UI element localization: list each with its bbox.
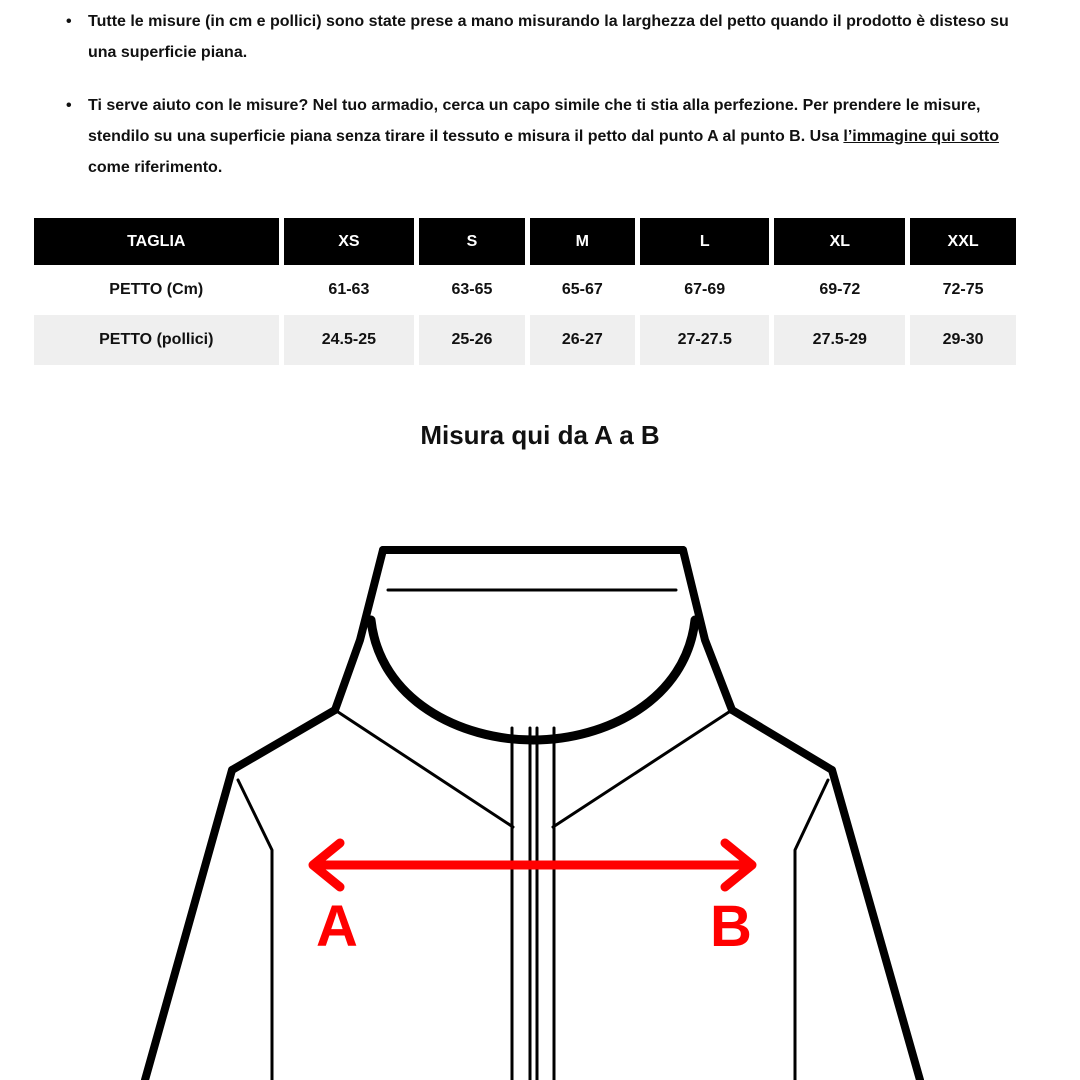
- header-cell-xxl: XXL: [910, 218, 1016, 265]
- table-cell: 63-65: [451, 281, 493, 298]
- header-cell-l: L: [640, 218, 769, 265]
- measurement-arrow: [313, 843, 752, 887]
- table-row: [34, 315, 1016, 365]
- header-cell-s: S: [419, 218, 524, 265]
- measurement-notes: [60, 0, 1040, 177]
- note-measurement-help: • Ti serve aiuto con le misure? Nel tuo armadio, cerca un capo simile che ti stia alla perfezione. Per prendere le misure, stendilo su una superficie piana senza tirare il tessuto e misura il petto dal punto A al punto B. Usa l’immagine qui sotto come riferimento.: [60, 90, 1040, 183]
- table-row: [34, 265, 1016, 315]
- jacket-measurement-diagram: [0, 470, 1080, 1080]
- jacket-outline: [145, 550, 920, 1080]
- table-cell: 27.5-29: [774, 315, 905, 365]
- table-cell: 61-63: [328, 281, 370, 298]
- table-cell: 69-72: [819, 281, 861, 298]
- header-cell-size: TAGLIA: [34, 218, 279, 265]
- reference-image-link[interactable]: l’immagine qui sotto: [843, 128, 999, 145]
- row-label-chest-inches: PETTO (pollici): [34, 315, 279, 365]
- table-cell: 27-27.5: [640, 315, 769, 365]
- row-label-chest-cm: PETTO (Cm): [109, 281, 204, 298]
- table-cell: 67-69: [684, 281, 726, 298]
- note-measurement-method: • Tutte le misure (in cm e pollici) sono state prese a mano misurando la larghezza del petto quando il prodotto è disteso su una superficie piana.: [60, 6, 1040, 68]
- table-cell: 29-30: [910, 315, 1016, 365]
- table-cell: 24.5-25: [284, 315, 415, 365]
- diagram-title: Misura qui da A a B: [420, 420, 660, 450]
- size-chart-table: [29, 218, 1021, 365]
- point-a-label: A: [316, 894, 358, 959]
- table-header-row: [34, 218, 1016, 265]
- header-cell-m: M: [530, 218, 635, 265]
- table-cell: 72-75: [942, 281, 984, 298]
- table-cell: 26-27: [530, 315, 635, 365]
- point-b-label: B: [710, 894, 752, 959]
- table-cell: 65-67: [561, 281, 603, 298]
- header-cell-xl: XL: [774, 218, 905, 265]
- table-cell: 25-26: [419, 315, 524, 365]
- header-cell-xs: XS: [284, 218, 415, 265]
